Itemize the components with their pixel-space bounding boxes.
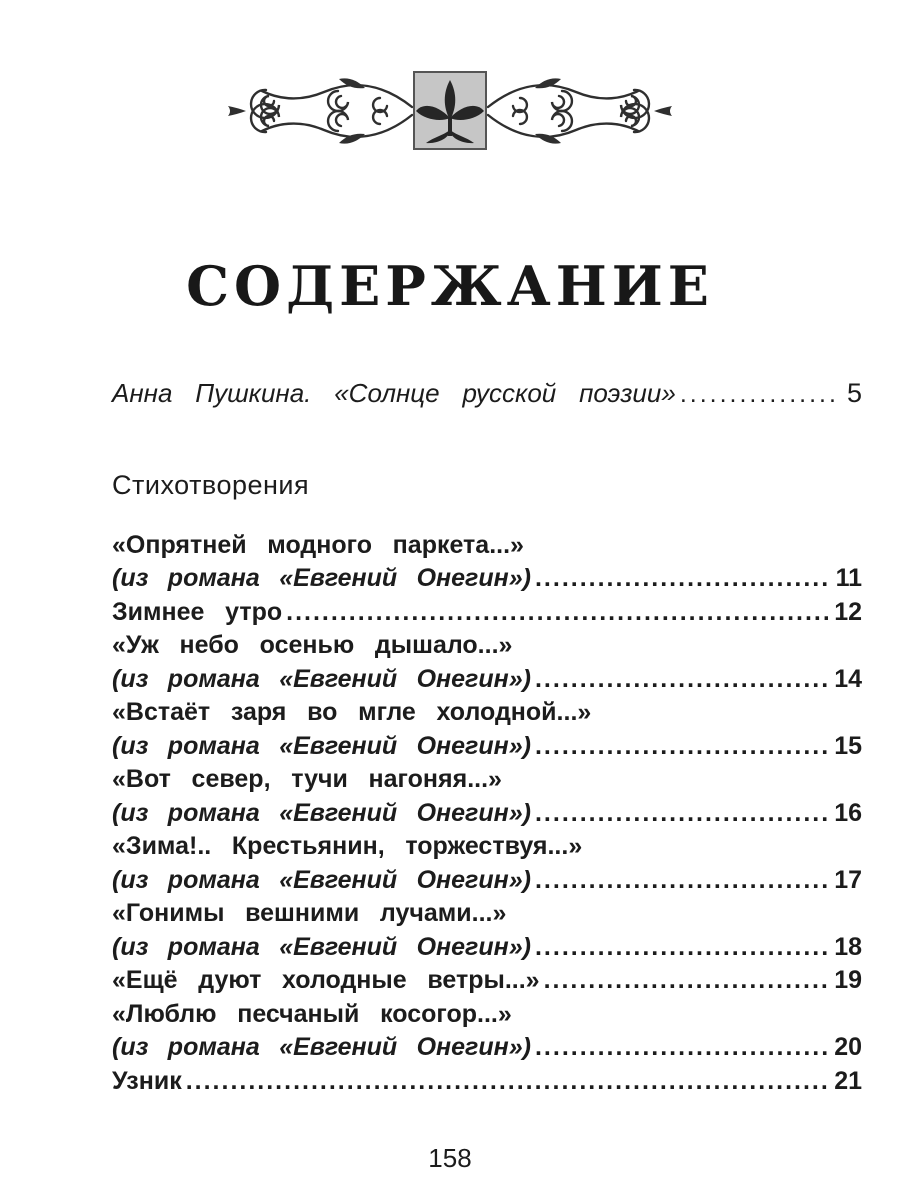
footer-page-number: 158 (428, 1143, 472, 1173)
entry-page: 20 (834, 1033, 862, 1061)
entry-page: 15 (834, 731, 862, 760)
entry-text: «Уж небо осенью дышало...» (112, 631, 513, 659)
dot-leader (535, 1031, 828, 1065)
entry-text: (из романа «Евгений Онегин») (112, 664, 531, 693)
toc-entry-row (112, 1065, 862, 1099)
entry-text: «Вот север, тучи нагоняя...» (112, 765, 502, 793)
toc-entry-row (112, 830, 862, 864)
entry-text: «Зима!.. Крестьянин, торжествуя...» (112, 832, 583, 860)
entry-text: «Встаёт заря во мгле холодной...» (112, 698, 592, 726)
dot-leader (535, 663, 828, 697)
entry-text: (из романа «Евгений Онегин») (112, 1033, 531, 1061)
toc-entry-row (112, 696, 862, 730)
entry-text: (из романа «Евгений Онегин») (112, 865, 531, 894)
entry-page: 14 (834, 664, 862, 693)
floral-flourish-icon (210, 66, 690, 156)
toc-entry-row (112, 897, 862, 931)
entry-text: Зимнее утро (112, 597, 283, 626)
toc-entry-row (112, 562, 862, 596)
toc-entry-row (112, 763, 862, 797)
toc-entry-row (112, 964, 862, 998)
entry-text: «Люблю песчаный косогор...» (112, 999, 512, 1028)
toc-entry-row (112, 931, 862, 965)
entry-page: 19 (834, 966, 862, 994)
header-ornament (0, 0, 900, 161)
toc-entry-row (112, 529, 862, 563)
entry-page: 12 (834, 597, 862, 626)
dot-leader (186, 1065, 828, 1099)
dot-leader (535, 931, 828, 965)
entry-text: Узник (112, 1066, 182, 1095)
entry-page: 16 (834, 798, 862, 827)
toc-entry-row (112, 797, 862, 831)
entry-page: 18 (834, 932, 862, 961)
dot-leader (535, 797, 828, 831)
entry-page: 17 (834, 865, 862, 894)
toc-entry-row (112, 596, 862, 630)
entry-text: (из романа «Евгений Онегин») (112, 798, 531, 827)
toc-entry-row (112, 864, 862, 898)
entry-text: (из романа «Евгений Онегин») (112, 731, 531, 760)
toc-intro-entry (112, 377, 862, 412)
entry-page: 11 (835, 564, 862, 592)
dot-leader (286, 596, 828, 630)
dot-leader (680, 378, 841, 412)
toc-entry-row (112, 663, 862, 697)
toc-list (112, 529, 862, 1099)
toc-entry-row (112, 1031, 862, 1065)
toc-entry-row (112, 730, 862, 764)
toc-entry-row (112, 998, 862, 1032)
entry-text: (из романа «Евгений Онегин») (112, 932, 531, 961)
entry-text: «Гонимы вешними лучами...» (112, 899, 507, 927)
dot-leader (544, 964, 829, 998)
dot-leader (535, 562, 830, 596)
toc-entry-row (112, 629, 862, 663)
entry-text: «Ещё дуют холодные ветры...» (112, 966, 540, 994)
intro-entry-page: 5 (846, 378, 862, 408)
entry-text: «Опрятней модного паркета...» (112, 530, 524, 559)
dot-leader (535, 730, 828, 764)
section-heading: Стихотворения (112, 469, 310, 500)
entry-text: (из романа «Евгений Онегин») (112, 564, 531, 592)
page-title: СОДЕРЖАНИЕ (186, 254, 714, 318)
intro-entry-text: Анна Пушкина. «Солнце русской поэзии» (112, 378, 676, 408)
toc-content (0, 377, 900, 1098)
dot-leader (535, 864, 828, 898)
entry-page: 21 (834, 1066, 862, 1095)
